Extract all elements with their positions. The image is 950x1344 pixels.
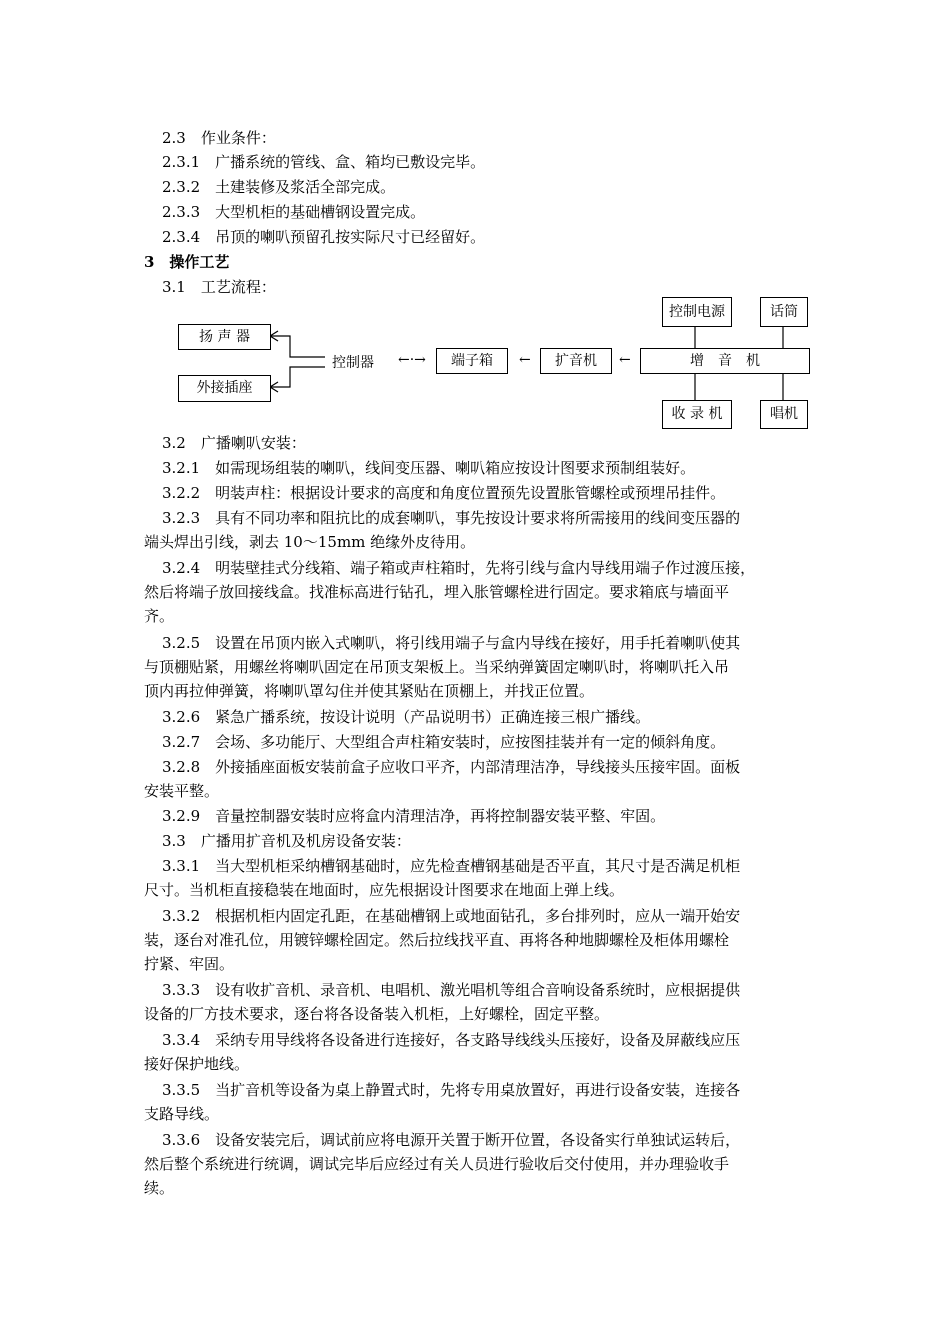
wire-outlet [270, 367, 325, 387]
item-2-3-2: 2.3.2 土建装修及浆活全部完成。 [162, 178, 396, 196]
para-3-2-line: 顶内再拉伸弹簧，将喇叭罩勾住并使其紧贴在顶棚上，并找正位置。 [144, 682, 595, 700]
para-3-3-line: 接好保护地线。 [144, 1055, 250, 1073]
para-3-3-line: 装，逐台对准孔位，用镀锌螺栓固定。然后拉线找平直、再将各种地脚螺栓及柜体用螺栓 [144, 931, 730, 949]
para-3-2-line: 3.2.4 明装壁挂式分线箱、端子箱或声柱箱时，先将引线与盒内导线用端子作过渡压接， [162, 559, 756, 577]
para-3-3-line: 支路导线。 [144, 1105, 220, 1123]
para-3-3-line: 拧紧、牢固。 [144, 955, 235, 973]
para-3-2-line: 3.2.7 会场、多功能厅、大型组合声柱箱安装时，应按图挂装并有一定的倾斜角度。 [162, 733, 726, 751]
para-3-3-line: 3.3.4 采纳专用导线将各设备进行连接好，各支路导线线头压接好，设备及屏蔽线应压 [162, 1031, 741, 1049]
para-3-3-line: 3.3.1 当大型机柜采纳槽钢基础时，应先检查槽钢基础是否平直，其尺寸是否满足机柜 [162, 857, 741, 875]
para-3-3-line: 设备的厂方技术要求，逐台将各设备装入机柜，上好螺栓，固定平整。 [144, 1005, 610, 1023]
para-3-2-line: 3.2.1 如需现场组装的喇叭，线间变压器、喇叭箱应按设计图要求预制组装好。 [162, 459, 696, 477]
power-control-box: 控制电源 [662, 297, 732, 327]
speaker-box: 扬 声 器 [178, 324, 271, 350]
section-2-3-title: 2.3 作业条件： [162, 129, 276, 147]
amplifier-box: 扩音机 [540, 348, 612, 374]
section-3-title: 3 操作工艺 [144, 253, 230, 271]
item-2-3-1: 2.3.1 广播系统的管线、盒、箱均已敷设完毕。 [162, 153, 486, 171]
flow-title: 3.1 工艺流程： [162, 278, 276, 296]
process-flow-diagram [170, 292, 820, 438]
item-2-3-3: 2.3.3 大型机柜的基础槽钢设置完成。 [162, 203, 426, 221]
microphone-box: 话筒 [760, 297, 808, 327]
para-3-2-line: 3.2.5 设置在吊顶内嵌入式喇叭，将引线用端子与盒内导线在接好，用手托着喇叭使其 [162, 634, 741, 652]
para-3-2-line: 3.2.2 明装声柱：根据设计要求的高度和角度位置预先设置胀管螺栓或预埋吊挂件。 [162, 484, 726, 502]
controller-label: 控制器 [332, 355, 374, 371]
para-3-2-line: 3.2.9 音量控制器安装时应将盒内清理洁净，再将控制器安装平整、牢固。 [162, 807, 666, 825]
section-3-3-title: 3.3 广播用扩音机及机房设备安装： [162, 832, 411, 850]
wire-speaker [270, 336, 325, 357]
item-2-3-4: 2.3.4 吊顶的喇叭预留孔按实际尺寸已经留好。 [162, 228, 486, 246]
arrow-to-amplifier: ← [619, 352, 631, 368]
para-3-2-line: 3.2.3 具有不同功率和阻抗比的成套喇叭，事先按设计要求将所需接用的线间变压器的 [162, 509, 741, 527]
para-3-2-line: 与顶棚贴紧，用螺丝将喇叭固定在吊顶支架板上。当采纳弹簧固定喇叭时，将喇叭托入吊 [144, 658, 730, 676]
section-3-2-title: 3.2 广播喇叭安装： [162, 434, 306, 452]
radio-recorder-box: 收 录 机 [662, 400, 732, 429]
para-3-3-line: 续。 [144, 1179, 175, 1197]
para-3-2-line: 安装平整。 [144, 782, 220, 800]
para-3-3-line: 3.3.6 设备安装完后，调试前应将电源开关置于断开位置，各设备实行单独试运转后， [162, 1131, 741, 1149]
record-player-box: 唱机 [760, 400, 808, 429]
bidirectional-arrow: ←·→ [398, 352, 426, 368]
para-3-2-line: 齐。 [144, 607, 175, 625]
para-3-2-line: 然后将端子放回接线盒。找准标高进行钻孔，埋入胀管螺栓进行固定。要求箱底与墙面平 [144, 583, 730, 601]
terminal-box: 端子箱 [436, 348, 508, 374]
booster-box: 增 音 机 [640, 348, 810, 374]
para-3-3-line: 3.3.3 设有收扩音机、录音机、电唱机、激光唱机等组合音响设备系统时，应根据提供 [162, 981, 741, 999]
para-3-2-line: 端头焊出引线，剥去 10～15mm 绝缘外皮待用。 [144, 533, 476, 551]
para-3-2-line: 3.2.6 紧急广播系统，按设计说明（产品说明书）正确连接三根广播线。 [162, 708, 651, 726]
para-3-3-line: 然后整个系统进行统调，调试完毕后应经过有关人员进行验收后交付使用，并办理验收手 [144, 1155, 730, 1173]
para-3-2-line: 3.2.8 外接插座面板安装前盒子应收口平齐，内部清理洁净，导线接头压接牢固。面板 [162, 758, 741, 776]
para-3-3-line: 尺寸。当机柜直接稳装在地面时，应先根据设计图要求在地面上弹上线。 [144, 881, 625, 899]
arrow-to-terminal: ← [519, 352, 531, 368]
para-3-3-line: 3.3.5 当扩音机等设备为桌上静置式时，先将专用桌放置好，再进行设备安装，连接各 [162, 1081, 741, 1099]
outlet-box: 外接插座 [178, 375, 271, 402]
para-3-3-line: 3.3.2 根据机柜内固定孔距，在基础槽钢上或地面钻孔，多台排列时，应从一端开始安 [162, 907, 741, 925]
